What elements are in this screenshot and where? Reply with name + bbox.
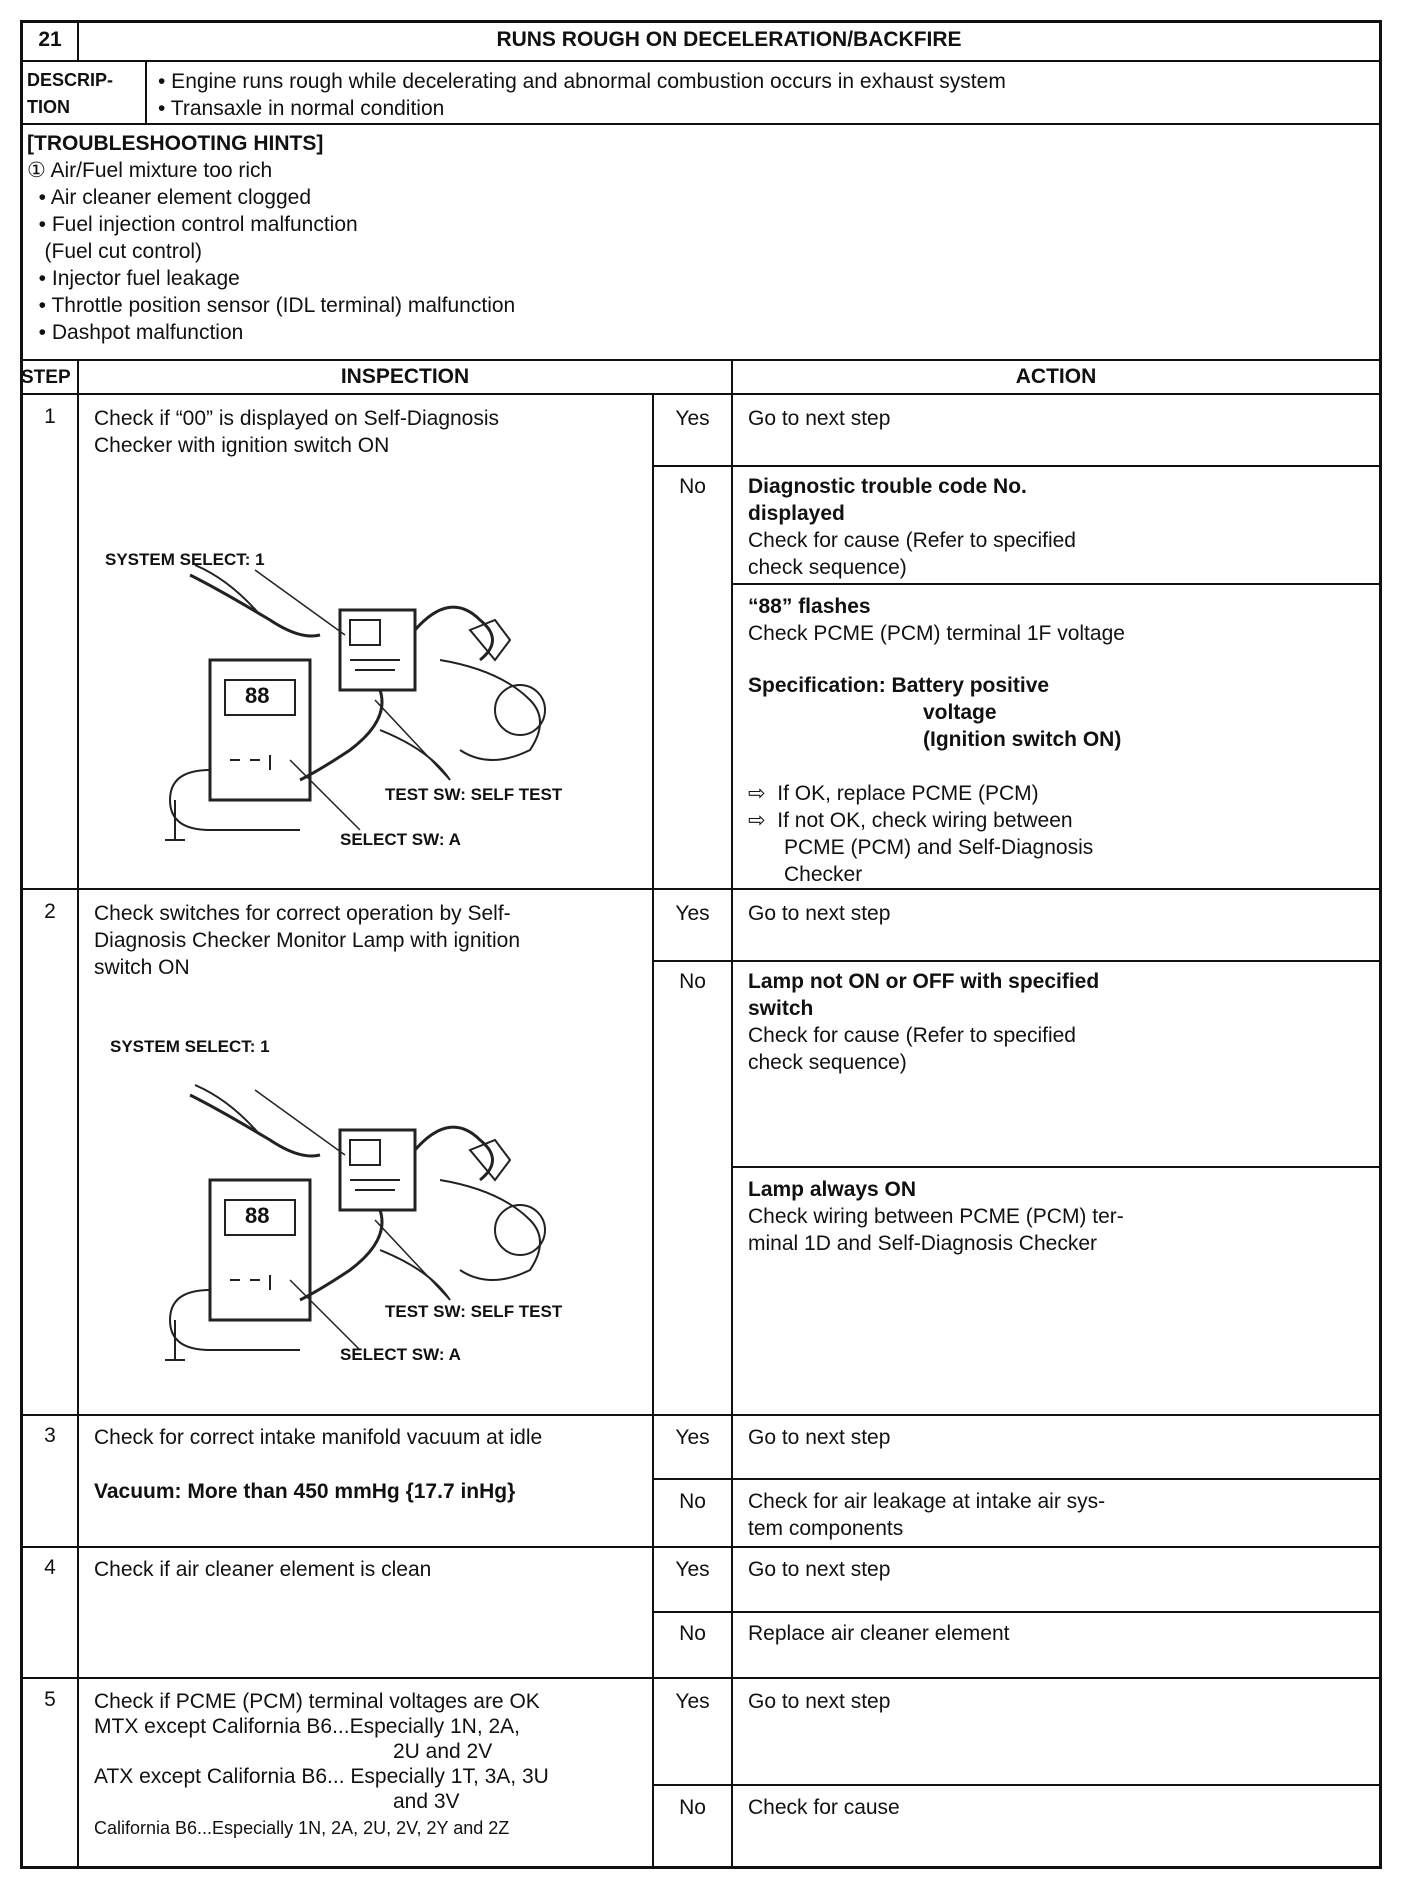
no-action-title: Lamp not ON or OFF with specified [748, 970, 1100, 993]
yes-action: Go to next step [748, 1558, 891, 1581]
no-action-text: Check PCME (PCM) terminal 1F voltage [748, 622, 1125, 645]
step-number: 3 [44, 1424, 56, 1447]
test-sw-label: TEST SW: SELF TEST [385, 1302, 563, 1321]
no-label: No [679, 1490, 706, 1513]
step-number: 2 [44, 900, 56, 923]
step-inspection: ATX except California B6... Especially 1T, 3A, 3U [94, 1765, 549, 1788]
hint-line: • Injector fuel leakage [27, 267, 240, 290]
column-header-inspection: INSPECTION [340, 365, 470, 388]
yes-action: Go to next step [748, 1426, 891, 1449]
step-inspection: Checker with ignition switch ON [94, 434, 390, 457]
step-inspection: Check if air cleaner element is clean [94, 1558, 432, 1581]
step-inspection: Check for correct intake manifold vacuum at idle [94, 1426, 543, 1449]
no-action-title: displayed [748, 502, 845, 525]
specification: (Ignition switch ON) [923, 728, 1122, 751]
no-action-text: check sequence) [748, 1051, 907, 1074]
description-label: TION [27, 97, 70, 117]
no-label: No [679, 475, 706, 498]
yes-action: Go to next step [748, 1690, 891, 1713]
no-label: No [679, 1796, 706, 1819]
no-action-title: Diagnostic trouble code No. [748, 475, 1027, 498]
description-label: DESCRIP- [27, 70, 114, 90]
step-number: 5 [44, 1688, 56, 1711]
hint-line: • Dashpot malfunction [27, 321, 244, 344]
step-inspection: Diagnosis Checker Monitor Lamp with ignition [94, 929, 521, 952]
yes-action: Go to next step [748, 407, 891, 430]
select-sw-label: SELECT SW: A [340, 830, 461, 849]
step-inspection: 2U and 2V [393, 1740, 493, 1763]
yes-label: Yes [675, 1426, 710, 1449]
arrow-note: PCME (PCM) and Self-Diagnosis [784, 836, 1094, 859]
step-inspection: switch ON [94, 956, 190, 979]
display-readout: 88 [245, 1203, 270, 1228]
hint-line: • Fuel injection control malfunction [27, 213, 358, 236]
display-readout: 88 [245, 683, 270, 708]
arrow-note: ⇨ If not OK, check wiring between [748, 809, 1073, 832]
no-action-title: Lamp always ON [748, 1178, 917, 1201]
system-select-label: SYSTEM SELECT: 1 [105, 550, 265, 569]
section-number: 21 [38, 28, 62, 51]
yes-label: Yes [675, 902, 710, 925]
page-title: RUNS ROUGH ON DECELERATION/BACKFIRE [496, 28, 962, 51]
step-inspection: California B6...Especially 1N, 2A, 2U, 2V, 2Y and 2Z [94, 1818, 510, 1838]
no-action-text: Check for cause (Refer to specified [748, 1024, 1076, 1047]
arrow-note: ⇨ If OK, replace PCME (PCM) [748, 782, 1039, 805]
no-action-text: tem components [748, 1517, 904, 1540]
hint-line: ① Air/Fuel mixture too rich [27, 159, 273, 182]
yes-label: Yes [675, 407, 710, 430]
no-action-text: Check for cause [748, 1796, 900, 1819]
description-text: • Transaxle in normal condition [158, 97, 445, 120]
no-action-title: switch [748, 997, 814, 1020]
no-action-text: check sequence) [748, 556, 907, 579]
arrow-note: Checker [784, 863, 863, 886]
column-header-action: ACTION [1015, 365, 1097, 388]
hint-line: • Air cleaner element clogged [27, 186, 312, 209]
step-inspection: Check switches for correct operation by Self- [94, 902, 511, 925]
step-inspection: and 3V [393, 1790, 460, 1813]
hint-line: • Throttle position sensor (IDL terminal) malfunction [27, 294, 516, 317]
column-header-step: STEP [21, 367, 71, 388]
no-label: No [679, 970, 706, 993]
no-action-text: Replace air cleaner element [748, 1622, 1010, 1645]
no-label: No [679, 1622, 706, 1645]
no-action-text: Check for cause (Refer to specified [748, 529, 1076, 552]
specification: Vacuum: More than 450 mmHg {17.7 inHg} [94, 1480, 516, 1503]
step-number: 1 [44, 405, 56, 428]
step-inspection: Check if “00” is displayed on Self-Diagnosis [94, 407, 500, 430]
yes-label: Yes [675, 1690, 710, 1713]
test-sw-label: TEST SW: SELF TEST [385, 785, 563, 804]
no-action-text: Check wiring between PCME (PCM) ter- [748, 1205, 1124, 1228]
yes-label: Yes [675, 1558, 710, 1581]
select-sw-label: SELECT SW: A [340, 1345, 461, 1364]
hints-title: [TROUBLESHOOTING HINTS] [27, 132, 324, 155]
step-inspection: MTX except California B6...Especially 1N, 2A, [94, 1715, 521, 1738]
specification: voltage [923, 701, 997, 724]
description-text: • Engine runs rough while decelerating and abnormal combustion occurs in exhaust system [158, 70, 1006, 93]
hint-line: (Fuel cut control) [27, 240, 203, 263]
self-diagnosis-checker-diagram [105, 520, 620, 860]
no-action-title: “88” flashes [748, 595, 871, 618]
system-select-label: SYSTEM SELECT: 1 [110, 1037, 270, 1056]
specification: Specification: Battery positive [748, 674, 1050, 697]
step-inspection: Check if PCME (PCM) terminal voltages are OK [94, 1690, 540, 1713]
step-number: 4 [44, 1556, 56, 1579]
yes-action: Go to next step [748, 902, 891, 925]
self-diagnosis-checker-diagram [110, 1037, 620, 1380]
no-action-text: minal 1D and Self-Diagnosis Checker [748, 1232, 1097, 1255]
no-action-text: Check for air leakage at intake air sys- [748, 1490, 1106, 1513]
